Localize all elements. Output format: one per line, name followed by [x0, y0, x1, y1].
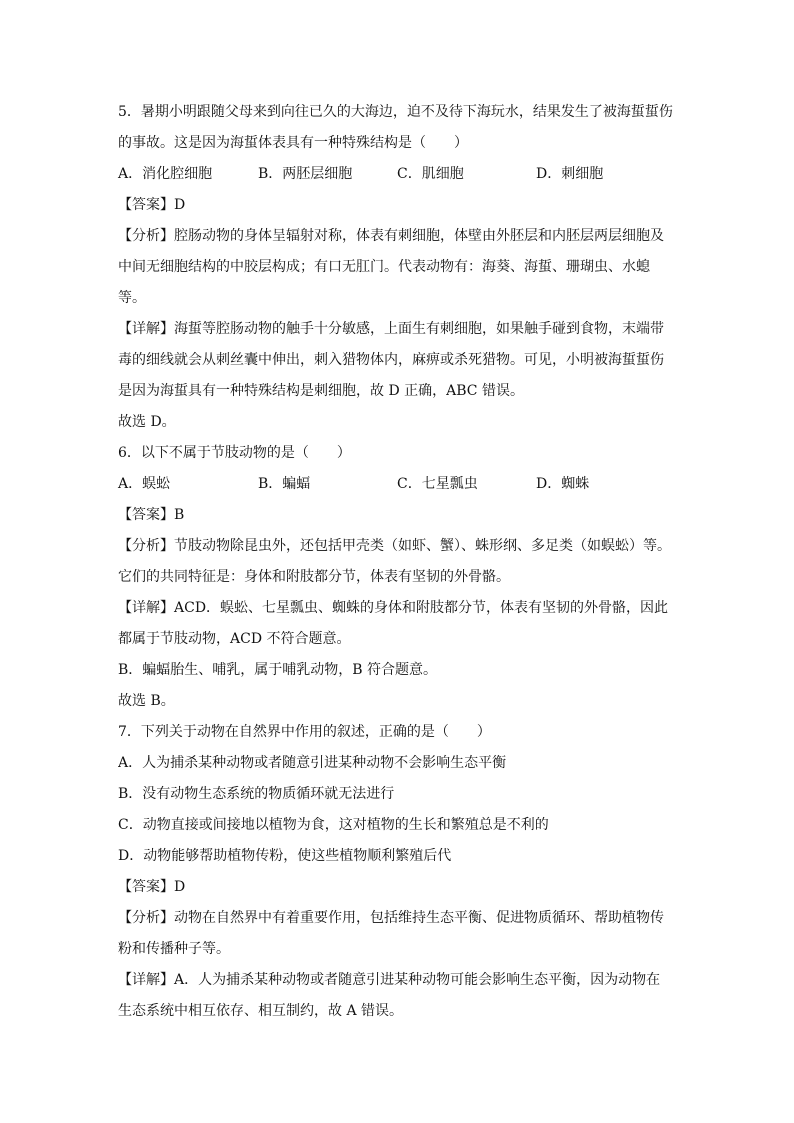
q5-options — [118, 159, 678, 190]
q7-detail-line-1 — [118, 965, 678, 996]
q7-option-c: C．动物直接或间接地以植物为食，这对植物的生长和繁殖总是不利的 — [118, 817, 549, 833]
q5-stem-line-1: 5．暑期小明跟随父母来到向往已久的大海边，迫不及待下海玩水，结果发生了被海蜇蜇伤 — [118, 104, 673, 120]
analysis-text: 腔肠动物的身体呈辐射对称，体表有刺细胞，体壁由外胚层和内胚层两层细胞及 — [174, 228, 664, 244]
q6-detail-line-1 — [118, 593, 678, 624]
detail-text: ACD．蜈蚣、七星瓢虫、蜘蛛的身体和附肢都分节，体表有坚韧的外骨骼，因此 — [174, 600, 669, 616]
q5-option-a: A．消化腔细胞 — [118, 166, 213, 182]
q5-option-b: B．两胚层细胞 — [258, 166, 353, 182]
detail-tag: 【详解】 — [118, 321, 174, 337]
q6-option-b: B．蝙蝠 — [258, 476, 311, 492]
q7-stem-line-1: 7．下列关于动物在自然界中作用的叙述，正确的是（ ） — [118, 724, 491, 740]
analysis-text: 节肢动物除昆虫外，还包括甲壳类（如虾、蟹）、蛛形纲、多足类（如蜈蚣）等。 — [174, 538, 671, 554]
answer-tag: 【答案】 — [118, 197, 174, 213]
analysis-tag: 【分析】 — [118, 228, 174, 244]
q6-answer — [118, 500, 678, 531]
answer-value: D — [174, 197, 186, 213]
answer-value: B — [174, 507, 185, 523]
q5-option-c: C．肌细胞 — [397, 166, 464, 182]
q7-option-a: A．人为捕杀某种动物或者随意引进某种动物不会影响生态平衡 — [118, 755, 507, 771]
q6-stem-line-1: 6．以下不属于节肢动物的是（ ） — [118, 445, 351, 461]
q6-option-c: C．七星瓢虫 — [397, 476, 478, 492]
detail-tag: 【详解】 — [118, 600, 174, 616]
q5-conclusion: 故选 D。 — [118, 414, 176, 430]
q7-analysis-line-1 — [118, 903, 678, 934]
q6-analysis-line-1 — [118, 531, 678, 562]
q7-detail-line-2: 生态系统中相互依存、相互制约，故 A 错误。 — [118, 1003, 404, 1019]
q5-analysis-line-1 — [118, 221, 678, 252]
q5-answer — [118, 190, 678, 221]
detail-text: A．人为捕杀某种动物或者随意引进某种动物可能会影响生态平衡，因为动物在 — [174, 972, 661, 988]
q6-detail-line-2: 都属于节肢动物，ACD 不符合题意。 — [118, 631, 351, 647]
q7-option-d: D．动物能够帮助植物传粉，使这些植物顺利繁殖后代 — [118, 848, 452, 864]
q5-analysis-line-3: 等。 — [118, 290, 146, 306]
q7-answer — [118, 872, 678, 903]
q7-analysis-line-2: 粉和传播种子等。 — [118, 941, 230, 957]
q6-conclusion: 故选 B。 — [118, 693, 175, 709]
q7-option-b: B．没有动物生态系统的物质循环就无法进行 — [118, 786, 395, 802]
q5-detail-line-3: 是因为海蜇具有一种特殊结构是刺细胞，故 D 正确，ABC 错误。 — [118, 383, 524, 399]
q6-options — [118, 469, 678, 500]
q5-stem-line-2: 的事故。这是因为海蜇体表具有一种特殊结构是（ ） — [118, 135, 468, 151]
answer-tag: 【答案】 — [118, 507, 174, 523]
answer-tag: 【答案】 — [118, 879, 174, 895]
q6-option-d: D．蜘蛛 — [536, 476, 590, 492]
detail-text: 海蜇等腔肠动物的触手十分敏感，上面生有刺细胞，如果触手碰到食物，末端带 — [174, 321, 664, 337]
q5-option-d: D．刺细胞 — [536, 166, 604, 182]
page-content — [118, 97, 678, 1027]
q6-analysis-line-2: 它们的共同特征是：身体和附肢都分节，体表有坚韧的外骨骼。 — [118, 569, 510, 585]
analysis-tag: 【分析】 — [118, 910, 174, 926]
q6-option-a: A．蜈蚣 — [118, 476, 171, 492]
q6-detail-line-3: B．蝙蝠胎生、哺乳，属于哺乳动物，B 符合题意。 — [118, 662, 438, 678]
q5-detail-line-1 — [118, 314, 678, 345]
answer-value: D — [174, 879, 186, 895]
analysis-text: 动物在自然界中有着重要作用，包括维持生态平衡、促进物质循环、帮助植物传 — [174, 910, 664, 926]
detail-tag: 【详解】 — [118, 972, 174, 988]
q5-detail-line-2: 毒的细线就会从刺丝囊中伸出，刺入猎物体内，麻痹或杀死猎物。可见，小明被海蜇蜇伤 — [118, 352, 664, 368]
analysis-tag: 【分析】 — [118, 538, 174, 554]
q5-analysis-line-2: 中间无细胞结构的中胶层构成；有口无肛门。代表动物有：海葵、海蜇、珊瑚虫、水螅 — [118, 259, 650, 275]
